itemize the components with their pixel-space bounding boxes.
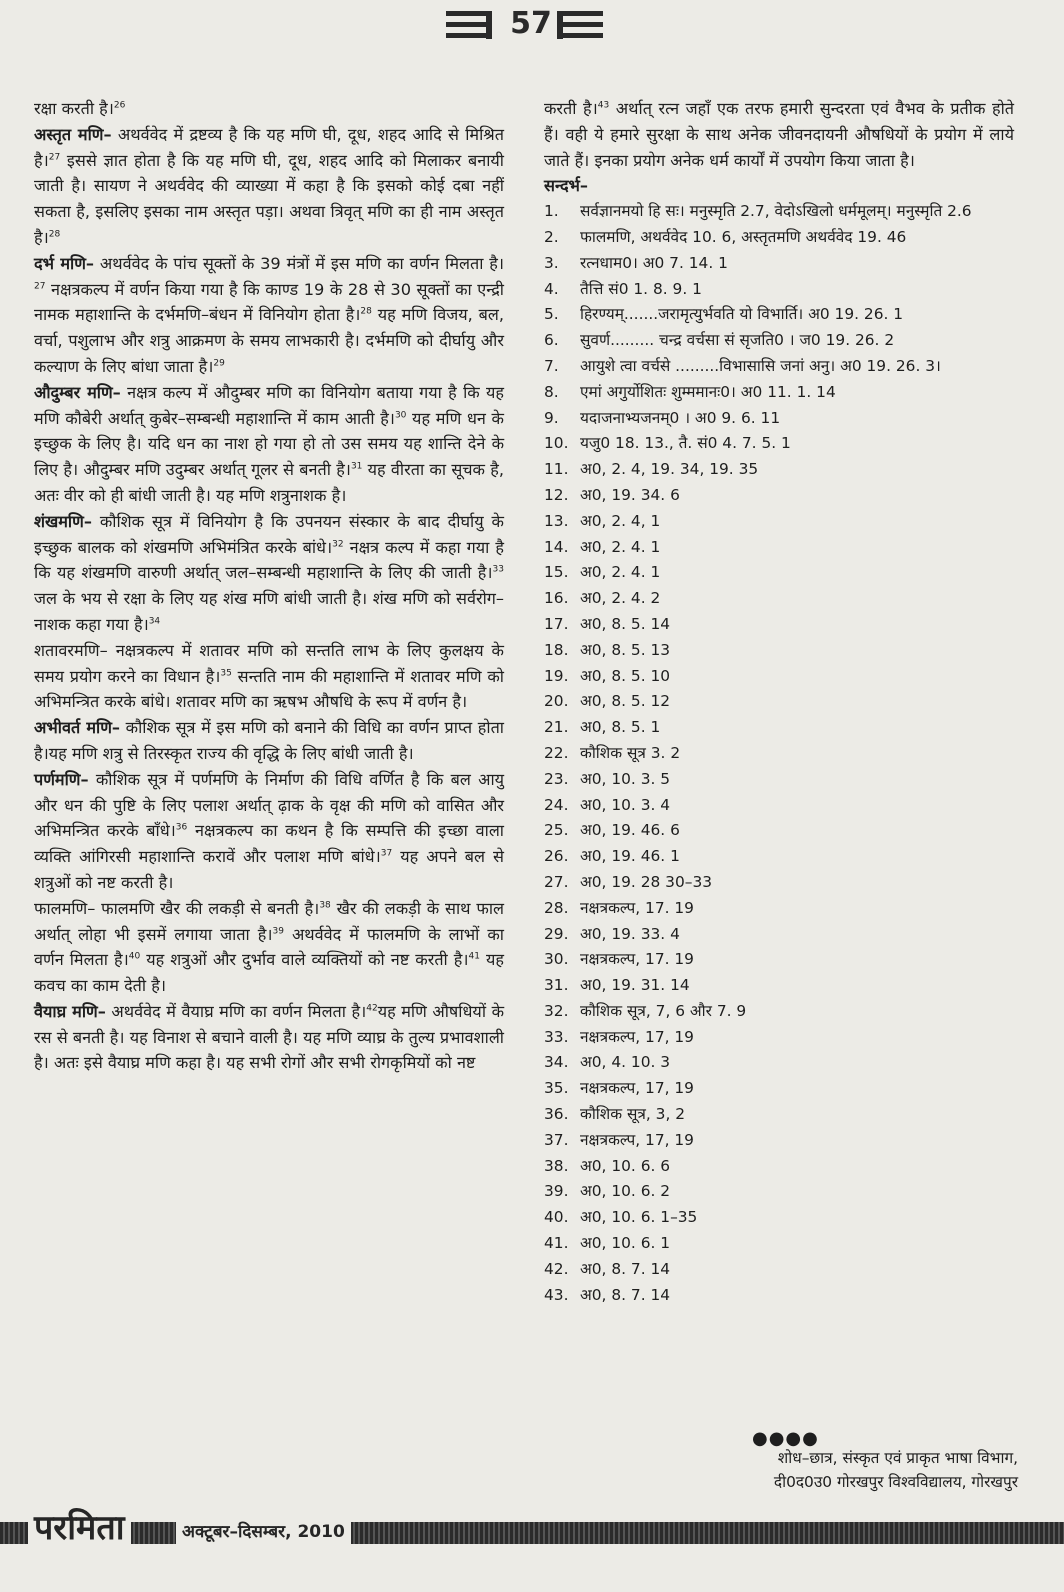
reference-item [544, 870, 1014, 896]
reference-item [544, 457, 1014, 483]
reference-number: 30. [544, 950, 569, 969]
affiliation-line-2: दी0द0उ0 गोरखपुर विश्वविद्यालय, गोरखपुर [773, 1473, 1018, 1491]
paragraph-audumbar-mani: औदुम्बर मणि– नक्षत्र कल्प में औदुम्बर मणि का विनियोग बताया गया है कि यह मणि कौबेरी अर्थात् कुबेर–सम्बन्धी महाशान्ति में काम आती है।$^{30}$ यह मणि धन के इच्छुक के लिए है। यदि धन का नाश हो गया हो तो उस समय यह शान्ति देने के लिए है। औदुम्बर मणि उदुम्बर अर्थात् गूलर से बनती है।$^{31}$ यह वीरता का सूचक है, अतः वीर को ही बांधी जाती है। यह मणि शत्रुनाशक है। [34, 382, 505, 505]
paragraph-abhivart-mani: अभीवर्त मणि– कौशिक सूत्र में इस मणि को बनाने की विधि का वर्णन प्राप्त होता है।यह मणि शत्रु से तिरस्कृत राज्य की वृद्धि के लिए बांधी जाती है। [34, 718, 504, 763]
reference-item [544, 328, 1014, 354]
reference-item [544, 612, 1014, 638]
reference-number: 36. [544, 1105, 569, 1124]
reference-number: 28. [544, 898, 569, 917]
reference-text: अ0, 8. 7. 14 [580, 1285, 671, 1304]
reference-item [544, 354, 1014, 380]
paragraph-astrit-mani: अस्तृत मणि– अथर्ववेद में द्रष्टव्य है कि यह मणि घी, दूध, शहद आदि से मिश्रित है।$^{27}$ इससे ज्ञात होता है कि यह मणि घी, दूध, शहद आदि को मिलाकर बनायी जाती है। सायण ने अथर्ववेद की व्याख्या में कहा है कि इसको कोई दबा नहीं सकता है, इसलिए इसका नाम अस्तृत पड़ा। अथवा त्रिवृत् मणि का ही नाम अस्तृत है।$^{28}$ [34, 124, 504, 247]
reference-number: 24. [544, 795, 569, 814]
reference-text: एमां अगुर्योशितः शुम्ममानः0। अ0 11. 1. 14 [580, 382, 836, 401]
reference-text: अ0, 8. 5. 10 [580, 666, 671, 685]
reference-number: 8. [544, 382, 559, 401]
reference-text: रत्नधाम0। अ0 7. 14. 1 [580, 253, 728, 272]
affiliation-line-1: शोध–छात्र, संस्कृत एवं प्राकृत भाषा विभाग, [777, 1449, 1018, 1467]
reference-text: अ0, 8. 5. 13 [580, 640, 671, 659]
ornament-left [446, 11, 486, 44]
paragraph-vaiyaghra-mani: वैयाघ्र मणि– अथर्ववेद में वैयाघ्र मणि का वर्णन मिलता है।$^{42}$यह मणि औषधियों के रस से बनती है। यह विनाश से बचाने वाली है। यह मणि व्याघ्र के तुल्य प्रभावशाली है। अतः इसे वैयाघ्र मणि कहा है। यह सभी रोगों और सभी रोगकृमियों को नष्ट [34, 1001, 504, 1073]
reference-number: 9. [544, 408, 559, 427]
reference-number: 37. [544, 1130, 569, 1149]
reference-number: 38. [544, 1156, 569, 1175]
reference-number: 41. [544, 1234, 569, 1253]
reference-number: 16. [544, 589, 569, 608]
reference-text: अ0, 10. 6. 1–35 [580, 1208, 698, 1227]
reference-item [544, 1050, 1014, 1076]
reference-number: 5. [544, 305, 559, 324]
reference-text: कौशिक सूत्र, 3, 2 [580, 1105, 686, 1124]
footer-bar [0, 1522, 1064, 1544]
paragraph-conclusion: करती है।$^{43}$ अर्थात् रत्न जहाँ एक तरफ हमारी सुन्दरता एवं वैभव के प्रतीक होते हैं। वही ये हमारे सुरक्षा के साथ अनेक जीवनदायनी औषधियों के प्रयोग में लाये जाते हैं। इनका प्रयोग अनेक धर्म कार्यों में उपयोग किया जाता है। [544, 99, 1014, 170]
reference-item [544, 1025, 1014, 1051]
reference-text: अ0, 2. 4. 1 [580, 563, 661, 582]
reference-item [544, 406, 1014, 432]
reference-text: कौशिक सूत्र 3. 2 [580, 743, 681, 762]
reference-item [544, 999, 1014, 1025]
reference-item [544, 483, 1014, 509]
reference-text: अ0, 8. 7. 14 [580, 1259, 671, 1278]
reference-number: 12. [544, 485, 569, 504]
reference-text: अ0, 8. 5. 14 [580, 614, 671, 633]
reference-text: नक्षत्रकल्प, 17, 19 [580, 1027, 694, 1046]
reference-number: 10. [544, 434, 569, 453]
reference-item [544, 560, 1014, 586]
reference-item [544, 689, 1014, 715]
reference-number: 1. [544, 202, 559, 221]
reference-number: 22. [544, 743, 569, 762]
reference-text: अ0, 19. 46. 1 [580, 847, 680, 866]
reference-number: 33. [544, 1027, 569, 1046]
paragraph-parn-mani: पर्णमणि– कौशिक सूत्र में पर्णमणि के निर्माण की विधि वर्णित है कि बल आयु और धन की पुष्टि के लिए पलाश अर्थात् ढ़ाक के वृक्ष की मणि को वासित और अभिमन्त्रित करके बाँधे।$^{36}$ नक्षत्रकल्प का कथन है कि सम्पत्ति की इच्छा वाला व्यक्ति आंगिरसी महाशान्ति करावें और पलाश मणि बांधे।$^{37}$ यह अपने बल से शत्रुओं को नष्ट करती है। [34, 769, 504, 892]
reference-text: अ0, 4. 10. 3 [580, 1053, 671, 1072]
reference-item [544, 664, 1014, 690]
reference-number: 43. [544, 1285, 569, 1304]
reference-item [544, 1205, 1014, 1231]
reference-number: 39. [544, 1182, 569, 1201]
reference-number: 42. [544, 1259, 569, 1278]
reference-item [544, 1283, 1014, 1309]
reference-item [544, 251, 1014, 277]
reference-item [544, 1102, 1014, 1128]
reference-item [544, 509, 1014, 535]
reference-number: 19. [544, 666, 569, 685]
reference-number: 32. [544, 1001, 569, 1020]
reference-text: अ0, 10. 6. 1 [580, 1234, 671, 1253]
page-number: 57 [510, 6, 552, 41]
reference-number: 29. [544, 924, 569, 943]
magazine-logo: परमिता [28, 1508, 131, 1548]
reference-text: तैत्ति सं0 1. 8. 9. 1 [580, 279, 702, 298]
reference-item [544, 277, 1014, 303]
reference-item [544, 1076, 1014, 1102]
reference-text: अ0, 8. 5. 12 [580, 692, 671, 711]
reference-item [544, 973, 1014, 999]
reference-text: नक्षत्रकल्प, 17, 19 [580, 1079, 694, 1098]
reference-number: 35. [544, 1079, 569, 1098]
reference-text: अ0, 8. 5. 1 [580, 718, 661, 737]
reference-item [544, 302, 1014, 328]
reference-item [544, 896, 1014, 922]
reference-item [544, 818, 1014, 844]
separator-dots: ●●●● [752, 1428, 819, 1449]
reference-text: नक्षत्रकल्प, 17. 19 [580, 898, 694, 917]
paragraph-shatavar-mani: शतावरमणि– नक्षत्रकल्प में शतावर मणि को सन्तति लाभ के लिए कुलक्षय के समय प्रयोग करने का विधान है।$^{35}$ सन्तति नाम की महाशान्ति में शतावर मणि को अभिमन्त्रित करके बांधे। शतावर मणि का ऋषभ औषधि के रूप में वर्णन है। [34, 640, 504, 712]
reference-number: 21. [544, 718, 569, 737]
reference-number: 27. [544, 872, 569, 891]
reference-text: कौशिक सूत्र, 7, 6 और 7. 9 [580, 1001, 747, 1020]
reference-text: आयुशे त्वा वर्चसे .........विभासासि जनां अनु। अ0 19. 26. 3। [580, 356, 941, 375]
left-column [34, 96, 504, 1076]
reference-item [544, 947, 1014, 973]
reference-item [544, 1154, 1014, 1180]
reference-text: हिरण्यम्.......जरामृत्युर्भवति यो विभार्ति। अ0 19. 26. 1 [580, 305, 904, 324]
reference-text: अ0, 19. 28 30–33 [580, 872, 713, 891]
reference-item [544, 1128, 1014, 1154]
reference-text: सर्वज्ञानमयो हि सः। मनुस्मृति 2.7, वेदोऽखिलो धर्ममूलम्। मनुस्मृति 2.6 [580, 202, 972, 221]
paragraph-darbh-mani: दर्भ मणि– अथर्ववेद के पांच सूक्तों के 39 मंत्रों में इस मणि का वर्णन मिलता है।$^{27}$ नक्षत्रकल्प में वर्णन किया गया है कि काण्ड 19 के 28 से 30 सूक्तों का एन्द्री नामक महाशान्ति के दर्भमणि–बंधन में विनियोग होता है।$^{28}$ यह मणि विजय, बल, वर्चा, पशुलाभ और शत्रु आक्रमण के समय लाभकारी है। दर्भमणि को दीर्घायु और कल्याण के लिए बांधा जाता है।$^{29}$ [34, 253, 505, 376]
reference-number: 18. [544, 640, 569, 659]
reference-text: अ0, 2. 4. 2 [580, 589, 661, 608]
reference-number: 4. [544, 279, 559, 298]
reference-text: यदाजनाभ्यजनम्0 । अ0 9. 6. 11 [580, 408, 781, 427]
reference-text: अ0, 19. 33. 4 [580, 924, 680, 943]
reference-number: 40. [544, 1208, 569, 1227]
reference-item [544, 225, 1014, 251]
reference-text: अ0, 2. 4, 1 [580, 511, 661, 530]
reference-item [544, 715, 1014, 741]
reference-number: 25. [544, 821, 569, 840]
reference-number: 20. [544, 692, 569, 711]
reference-item [544, 431, 1014, 457]
reference-text: सुवर्ण......... चन्द्र वर्चसा सं सृजति0 । ज0 19. 26. 2 [580, 331, 895, 350]
page-number-ornament [0, 4, 1064, 44]
reference-number: 31. [544, 976, 569, 995]
reference-item [544, 1257, 1014, 1283]
references-list [544, 199, 1014, 1308]
reference-number: 23. [544, 769, 569, 788]
reference-item [544, 586, 1014, 612]
reference-text: अ0, 10. 6. 6 [580, 1156, 671, 1175]
reference-text: अ0, 10. 3. 4 [580, 795, 671, 814]
reference-text: अ0, 10. 6. 2 [580, 1182, 671, 1201]
reference-text: फालमणि, अथर्ववेद 10. 6, अस्तृतमणि अथर्ववेद 19. 46 [580, 227, 907, 246]
reference-text: अ0, 19. 46. 6 [580, 821, 680, 840]
reference-item [544, 199, 1014, 225]
reference-text: अ0, 2. 4. 1 [580, 537, 661, 556]
reference-text: यजु0 18. 13., तै. सं0 4. 7. 5. 1 [580, 434, 791, 453]
issue-date: अक्टूबर–दिसम्बर, 2010 [176, 1518, 351, 1546]
author-affiliation [694, 1446, 1018, 1494]
paragraph-shankh-mani: शंखमणि– कौशिक सूत्र में विनियोग है कि उपनयन संस्कार के बाद दीर्घायु के इच्छुक बालक को शंखमणि अभिमंत्रित करके बांधे।$^{32}$ नक्षत्र कल्प में कहा गया है कि यह शंखमणि वारुणी अर्थात् जल–सम्बन्धी महाशान्ति के लिए की जाती है।$^{33}$ जल के भय से रक्षा के लिए यह शंख मणि बांधी जाती है। शंख मणि को सर्वरोग–नाशक कहा गया है।$^{34}$ [34, 511, 504, 634]
reference-number: 17. [544, 614, 569, 633]
right-column [544, 96, 1014, 1308]
references-heading: सन्दर्भ– [544, 176, 589, 196]
reference-text: अ0, 19. 31. 14 [580, 976, 690, 995]
reference-item [544, 793, 1014, 819]
reference-text: अ0, 10. 3. 5 [580, 769, 671, 788]
reference-item [544, 638, 1014, 664]
reference-number: 3. [544, 253, 559, 272]
reference-item [544, 922, 1014, 948]
reference-item [544, 1231, 1014, 1257]
paragraph-intro: रक्षा करती है।$^{26}$ [34, 99, 126, 118]
reference-number: 2. [544, 227, 559, 246]
reference-text: अ0, 19. 34. 6 [580, 485, 680, 504]
reference-text: नक्षत्रकल्प, 17, 19 [580, 1130, 694, 1149]
reference-text: अ0, 2. 4, 19. 34, 19. 35 [580, 460, 759, 479]
reference-number: 11. [544, 460, 569, 479]
reference-number: 14. [544, 537, 569, 556]
reference-number: 15. [544, 563, 569, 582]
reference-number: 26. [544, 847, 569, 866]
paragraph-phal-mani: फालमणि– फालमणि खैर की लकड़ी से बनती है।$^{38}$ खैर की लकड़ी के साथ फाल अर्थात् लोहा भी इसमें लगाया जाता है।$^{39}$ अथर्ववेद में फालमणि के लाभों का वर्णन मिलता है।$^{40}$ यह शत्रुओं और दुर्भाव वाले व्यक्तियों को नष्ट करती है।$^{41}$ यह कवच का काम देती है। [34, 898, 504, 996]
reference-number: 7. [544, 356, 559, 375]
reference-number: 34. [544, 1053, 569, 1072]
reference-item [544, 1179, 1014, 1205]
reference-item [544, 535, 1014, 561]
reference-number: 6. [544, 331, 559, 350]
reference-item [544, 767, 1014, 793]
reference-item [544, 380, 1014, 406]
reference-item [544, 741, 1014, 767]
reference-number: 13. [544, 511, 569, 530]
reference-item [544, 844, 1014, 870]
reference-text: नक्षत्रकल्प, 17. 19 [580, 950, 694, 969]
ornament-right [563, 11, 603, 44]
